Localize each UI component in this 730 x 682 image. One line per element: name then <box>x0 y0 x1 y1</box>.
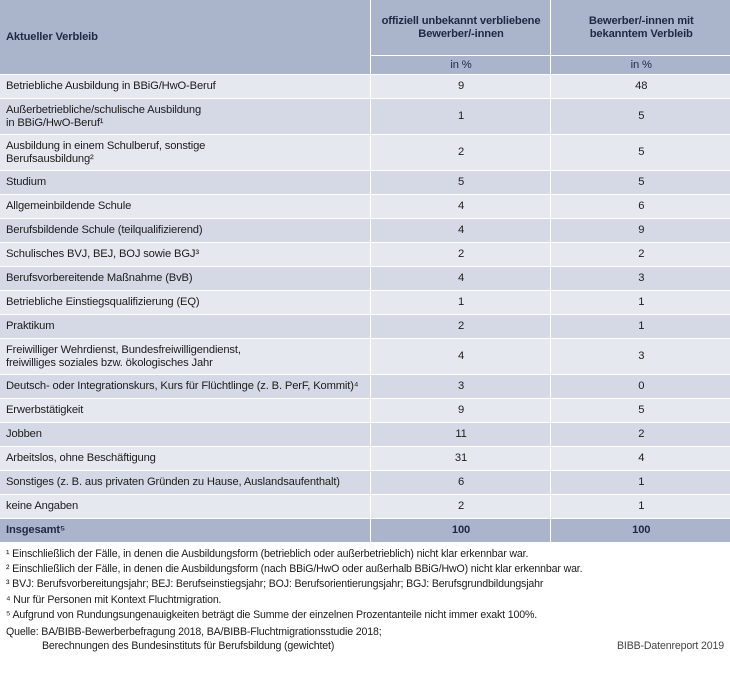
value-unknown: 2 <box>370 315 550 339</box>
row-label-line2: Berufsausbildung² <box>6 152 94 165</box>
row-label <box>0 75 370 99</box>
row-label <box>0 99 370 135</box>
footnote: ¹ Einschließlich der Fälle, in denen die Ausbildungsform (betrieblich oder außerbetrieblich) nicht klar erkennbar war. <box>6 548 529 560</box>
row-label-line2: in BBiG/HwO-Beruf¹ <box>6 116 104 129</box>
table-row <box>0 291 730 315</box>
row-label <box>0 471 370 495</box>
row-label <box>0 243 370 267</box>
row-label-line1: Arbeitslos, ohne Beschäftigung <box>6 452 156 464</box>
row-label <box>0 135 370 171</box>
table-row <box>0 495 730 519</box>
value-unknown: 31 <box>370 447 550 471</box>
value-known: 1 <box>550 291 730 315</box>
unit-unknown: in % <box>370 56 550 75</box>
row-label-line1: Studium <box>6 176 46 188</box>
value-known: 6 <box>550 195 730 219</box>
table-row <box>0 315 730 339</box>
total-unknown: 100 <box>370 519 550 543</box>
footnote: ³ BVJ: Berufsvorbereitungsjahr; BEJ: Berufseinstiegsjahr; BOJ: Berufsorientierungsjahr; BGJ: Berufsgrundbildungsjahr <box>6 578 544 591</box>
row-label-line1: Schulisches BVJ, BEJ, BOJ sowie BGJ³ <box>6 248 199 260</box>
row-label <box>0 219 370 243</box>
value-unknown: 3 <box>370 375 550 399</box>
value-known: 5 <box>550 99 730 135</box>
value-known: 1 <box>550 315 730 339</box>
value-unknown: 2 <box>370 135 550 171</box>
value-unknown: 4 <box>370 195 550 219</box>
footnote: ² Einschließlich der Fälle, in denen die Ausbildungsform (nach BBiG/HwO oder außerhalb BBiG/HwO) nicht klar erkennbar war. <box>6 563 583 576</box>
table-row <box>0 447 730 471</box>
table-row <box>0 135 730 171</box>
value-known: 3 <box>550 339 730 375</box>
value-known: 0 <box>550 375 730 399</box>
source-block <box>0 623 730 653</box>
row-label-line1: Außerbetriebliche/schulische Ausbildung <box>6 103 202 116</box>
value-unknown: 6 <box>370 471 550 495</box>
row-label-line1: Berufsbildende Schule (teilqualifizierend) <box>6 224 203 236</box>
header-known-line2: bekanntem Verbleib <box>589 27 693 40</box>
value-unknown: 5 <box>370 171 550 195</box>
row-label-line1: keine Angaben <box>6 500 79 512</box>
table-row <box>0 99 730 135</box>
value-unknown: 2 <box>370 243 550 267</box>
value-unknown: 1 <box>370 291 550 315</box>
value-unknown: 11 <box>370 423 550 447</box>
row-label <box>0 447 370 471</box>
source-line: Berechnungen des Bundesinstituts für Berufsbildung (gewichtet) <box>42 639 335 652</box>
row-label-line1: Freiwilliger Wehrdienst, Bundesfreiwilligendienst, <box>6 343 241 356</box>
value-known: 5 <box>550 135 730 171</box>
row-label-line2: freiwilliges soziales bzw. ökologisches Jahr <box>6 356 213 369</box>
row-label-line1: Erwerbstätigkeit <box>6 404 84 416</box>
row-label-line1: Betriebliche Ausbildung in BBiG/HwO-Beruf <box>6 80 216 92</box>
row-label <box>0 339 370 375</box>
footnotes <box>0 542 730 623</box>
row-label-line1: Betriebliche Einstiegsqualifizierung (EQ) <box>6 296 200 308</box>
table-body <box>0 75 730 543</box>
footnote: ⁵ Aufgrund von Rundungsungenauigkeiten beträgt die Summe der einzelnen Prozentanteile nicht immer exakt 100%. <box>6 608 538 621</box>
row-label <box>0 315 370 339</box>
value-unknown: 1 <box>370 99 550 135</box>
table-row <box>0 219 730 243</box>
value-unknown: 9 <box>370 399 550 423</box>
header-current-status: Aktueller Verbleib <box>0 0 370 75</box>
header-unknown-line2: Bewerber/-innen <box>418 27 504 40</box>
row-label-line1: Jobben <box>6 428 42 440</box>
row-label <box>0 291 370 315</box>
row-label-line1: Sonstiges (z. B. aus privaten Gründen zu Hause, Auslandsaufenthalt) <box>6 476 340 488</box>
table-row <box>0 471 730 495</box>
value-known: 9 <box>550 219 730 243</box>
row-label <box>0 375 370 399</box>
row-label <box>0 399 370 423</box>
header-unknown-applicants <box>370 0 550 56</box>
table-row <box>0 75 730 99</box>
row-label-line1: Ausbildung in einem Schulberuf, sonstige <box>6 139 206 152</box>
row-label <box>0 171 370 195</box>
unit-known: in % <box>550 56 730 75</box>
value-known: 5 <box>550 171 730 195</box>
source-line: Quelle: BA/BIBB-Bewerberbefragung 2018, BA/BIBB-Fluchtmigrationsstudie 2018; <box>6 626 382 639</box>
value-known: 2 <box>550 423 730 447</box>
table-row <box>0 171 730 195</box>
table-row <box>0 243 730 267</box>
table-row <box>0 423 730 447</box>
value-unknown: 2 <box>370 495 550 519</box>
value-known: 1 <box>550 495 730 519</box>
row-label <box>0 267 370 291</box>
row-label <box>0 495 370 519</box>
row-label <box>0 195 370 219</box>
value-known: 5 <box>550 399 730 423</box>
total-row <box>0 519 730 543</box>
total-known: 100 <box>550 519 730 543</box>
value-unknown: 4 <box>370 219 550 243</box>
row-label-line1: Praktikum <box>6 320 55 332</box>
header-unknown-line1: offiziell unbekannt verbliebene <box>381 14 541 27</box>
header-known-applicants <box>550 0 730 56</box>
value-known: 3 <box>550 267 730 291</box>
value-unknown: 4 <box>370 267 550 291</box>
footnote: ⁴ Nur für Personen mit Kontext Fluchtmigration. <box>6 593 222 606</box>
value-known: 2 <box>550 243 730 267</box>
header-known-line1: Bewerber/-innen mit <box>588 14 694 27</box>
value-unknown: 9 <box>370 75 550 99</box>
value-known: 48 <box>550 75 730 99</box>
table-row <box>0 375 730 399</box>
table-row <box>0 399 730 423</box>
table-row <box>0 195 730 219</box>
row-label-line1: Deutsch- oder Integrationskurs, Kurs für Flüchtlinge (z. B. PerF, Kommit)⁴ <box>6 380 359 392</box>
total-label: Insgesamt⁵ <box>0 519 370 543</box>
value-known: 4 <box>550 447 730 471</box>
table-row <box>0 267 730 291</box>
credit: BIBB-Datenreport 2019 <box>617 639 724 652</box>
table-row <box>0 339 730 375</box>
row-label-line1: Berufsvorbereitende Maßnahme (BvB) <box>6 272 193 284</box>
value-unknown: 4 <box>370 339 550 375</box>
value-known: 1 <box>550 471 730 495</box>
row-label <box>0 423 370 447</box>
row-label-line1: Allgemeinbildende Schule <box>6 200 132 212</box>
